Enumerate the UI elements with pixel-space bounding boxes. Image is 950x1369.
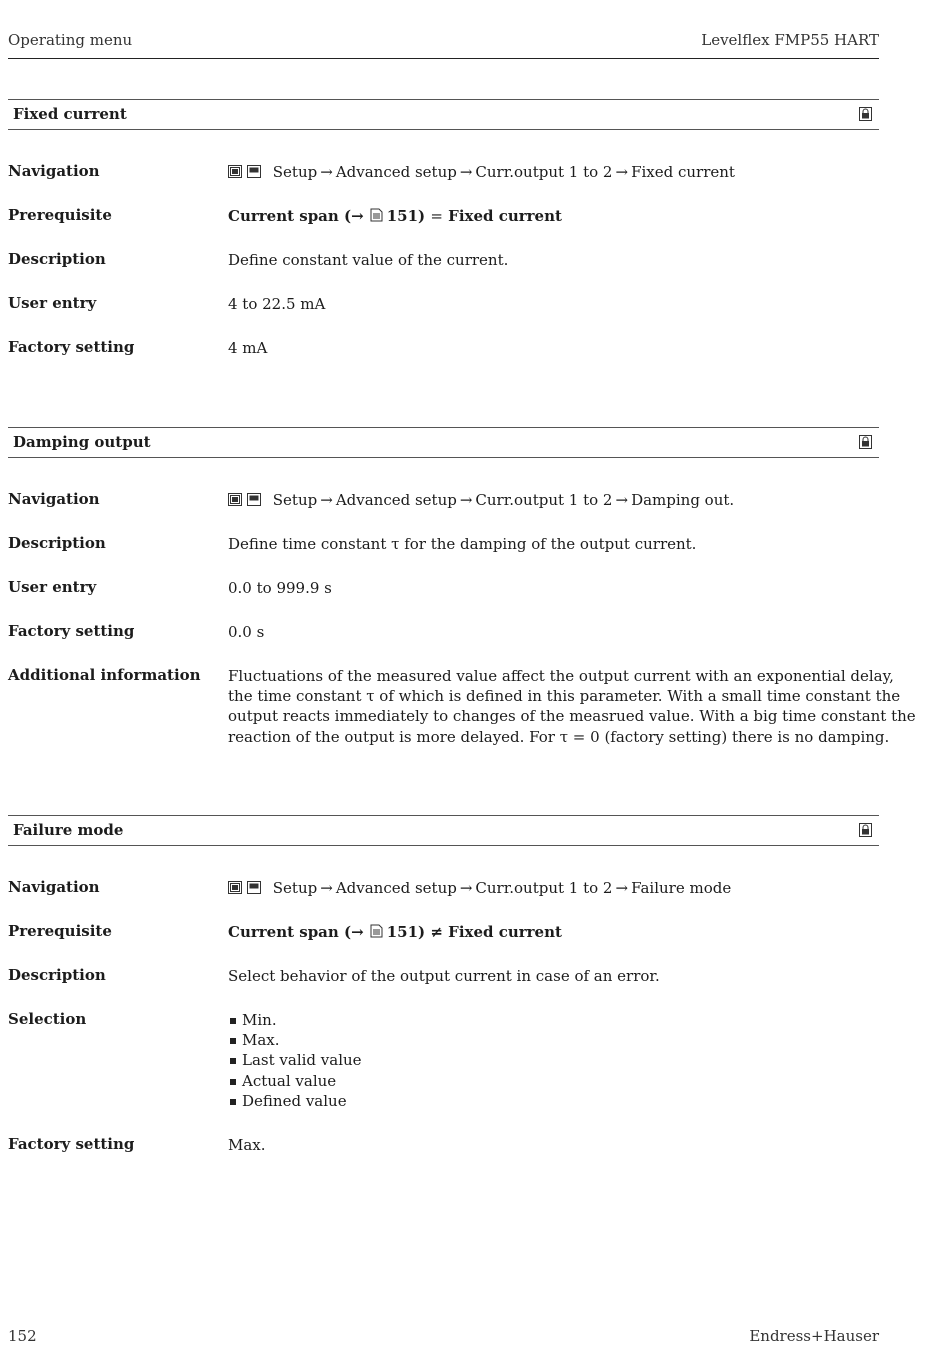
row-user-entry bbox=[8, 578, 879, 622]
list-item: Min. bbox=[228, 1010, 879, 1030]
lock-icon bbox=[859, 435, 872, 449]
list-item: Last valid value bbox=[228, 1050, 879, 1070]
description-text: Select behavior of the output current in case of an error. bbox=[228, 967, 660, 985]
label-factory-setting: Factory setting bbox=[8, 338, 135, 356]
label-additional-information: Additional information bbox=[8, 666, 201, 684]
list-item: Actual value bbox=[228, 1071, 879, 1091]
label-user-entry: User entry bbox=[8, 294, 97, 312]
expert-menu-icon bbox=[228, 493, 242, 506]
label-factory-setting: Factory setting bbox=[8, 1135, 135, 1153]
expert-menu-icon bbox=[228, 165, 242, 178]
nav-step: Curr.output 1 to 2 bbox=[475, 491, 613, 509]
row-selection bbox=[8, 1010, 879, 1135]
display-menu-icon bbox=[247, 493, 261, 506]
nav-step: Failure mode bbox=[631, 879, 732, 897]
list-item: Defined value bbox=[228, 1091, 879, 1111]
factory-setting-value: Max. bbox=[228, 1136, 266, 1154]
label-description: Description bbox=[8, 534, 106, 552]
expert-menu-icon bbox=[228, 881, 242, 894]
label-selection: Selection bbox=[8, 1010, 87, 1028]
label-description: Description bbox=[8, 966, 106, 984]
row-factory-setting bbox=[8, 622, 879, 666]
section-title-bar bbox=[8, 815, 879, 846]
section-damping-output bbox=[8, 427, 916, 750]
row-prerequisite bbox=[8, 206, 879, 250]
row-navigation bbox=[8, 878, 879, 922]
section-title: Failure mode bbox=[13, 821, 124, 839]
nav-step: Advanced setup bbox=[335, 491, 457, 509]
label-prerequisite: Prerequisite bbox=[8, 206, 112, 224]
label-factory-setting: Factory setting bbox=[8, 622, 135, 640]
navigation-path: Setup → Advanced setup → Curr.output 1 to 2 → Damping out. bbox=[228, 490, 879, 511]
nav-step: Fixed current bbox=[631, 163, 735, 181]
row-description bbox=[8, 966, 879, 1010]
row-additional-information bbox=[8, 666, 916, 750]
label-navigation: Navigation bbox=[8, 490, 100, 508]
page-reference-icon bbox=[370, 923, 383, 943]
row-user-entry bbox=[8, 294, 879, 338]
factory-setting-value: 4 mA bbox=[228, 339, 268, 357]
row-navigation bbox=[8, 490, 879, 534]
brand-name: Endress+Hauser bbox=[749, 1327, 879, 1345]
nav-step: Advanced setup bbox=[335, 879, 457, 897]
navigation-path: Setup → Advanced setup → Curr.output 1 to 2 → Failure mode bbox=[228, 878, 879, 899]
navigation-path: Setup → Advanced setup → Curr.output 1 to 2 → Fixed current bbox=[228, 162, 879, 183]
nav-step: Setup bbox=[272, 491, 318, 509]
section-title: Damping output bbox=[13, 433, 151, 451]
label-user-entry: User entry bbox=[8, 578, 97, 596]
row-factory-setting bbox=[8, 338, 879, 382]
section-title: Fixed current bbox=[13, 105, 127, 123]
page-reference-link[interactable]: 151) bbox=[386, 923, 426, 941]
lock-icon bbox=[859, 823, 872, 837]
nav-step: Setup bbox=[272, 163, 318, 181]
label-prerequisite: Prerequisite bbox=[8, 922, 112, 940]
row-navigation bbox=[8, 162, 879, 206]
page-reference-link[interactable]: 151) bbox=[386, 207, 426, 225]
description-text: Define time constant τ for the damping of the output current. bbox=[228, 535, 697, 553]
page-reference-icon bbox=[370, 207, 383, 227]
nav-step: Curr.output 1 to 2 bbox=[475, 163, 613, 181]
nav-step: Damping out. bbox=[631, 491, 735, 509]
nav-step: Advanced setup bbox=[335, 163, 457, 181]
user-entry-value: 0.0 to 999.9 s bbox=[228, 579, 332, 597]
section-fixed-current bbox=[8, 99, 879, 382]
label-navigation: Navigation bbox=[8, 878, 100, 896]
additional-information-text: Fluctuations of the measured value affect the output current with an exponential delay, the time constant τ of which is defined in this parameter. With a small time constant the output reacts immediately to changes of the measrued value. With a big time constant the reaction of the output is more delayed. For τ = 0 (factory setting) there is no damping. bbox=[228, 667, 916, 746]
row-prerequisite bbox=[8, 922, 879, 966]
header-product: Levelflex FMP55 HART bbox=[701, 31, 879, 49]
list-item: Max. bbox=[228, 1030, 879, 1050]
nav-step: Curr.output 1 to 2 bbox=[475, 879, 613, 897]
row-description bbox=[8, 534, 879, 578]
row-factory-setting bbox=[8, 1135, 879, 1179]
page-header bbox=[8, 31, 879, 59]
label-description: Description bbox=[8, 250, 106, 268]
factory-setting-value: 0.0 s bbox=[228, 623, 265, 641]
prerequisite-value: Current span (→ 151) ≠ Fixed current bbox=[228, 922, 879, 943]
page-number: 152 bbox=[8, 1327, 37, 1345]
section-failure-mode bbox=[8, 815, 879, 1179]
display-menu-icon bbox=[247, 881, 261, 894]
header-chapter: Operating menu bbox=[8, 31, 133, 49]
user-entry-value: 4 to 22.5 mA bbox=[228, 295, 326, 313]
prerequisite-value: Current span (→ 151) = Fixed current bbox=[228, 206, 879, 227]
selection-list bbox=[228, 1010, 879, 1111]
section-title-bar bbox=[8, 427, 879, 458]
description-text: Define constant value of the current. bbox=[228, 251, 509, 269]
section-title-bar bbox=[8, 99, 879, 130]
row-description bbox=[8, 250, 879, 294]
lock-icon bbox=[859, 107, 872, 121]
nav-step: Setup bbox=[272, 879, 318, 897]
label-navigation: Navigation bbox=[8, 162, 100, 180]
display-menu-icon bbox=[247, 165, 261, 178]
